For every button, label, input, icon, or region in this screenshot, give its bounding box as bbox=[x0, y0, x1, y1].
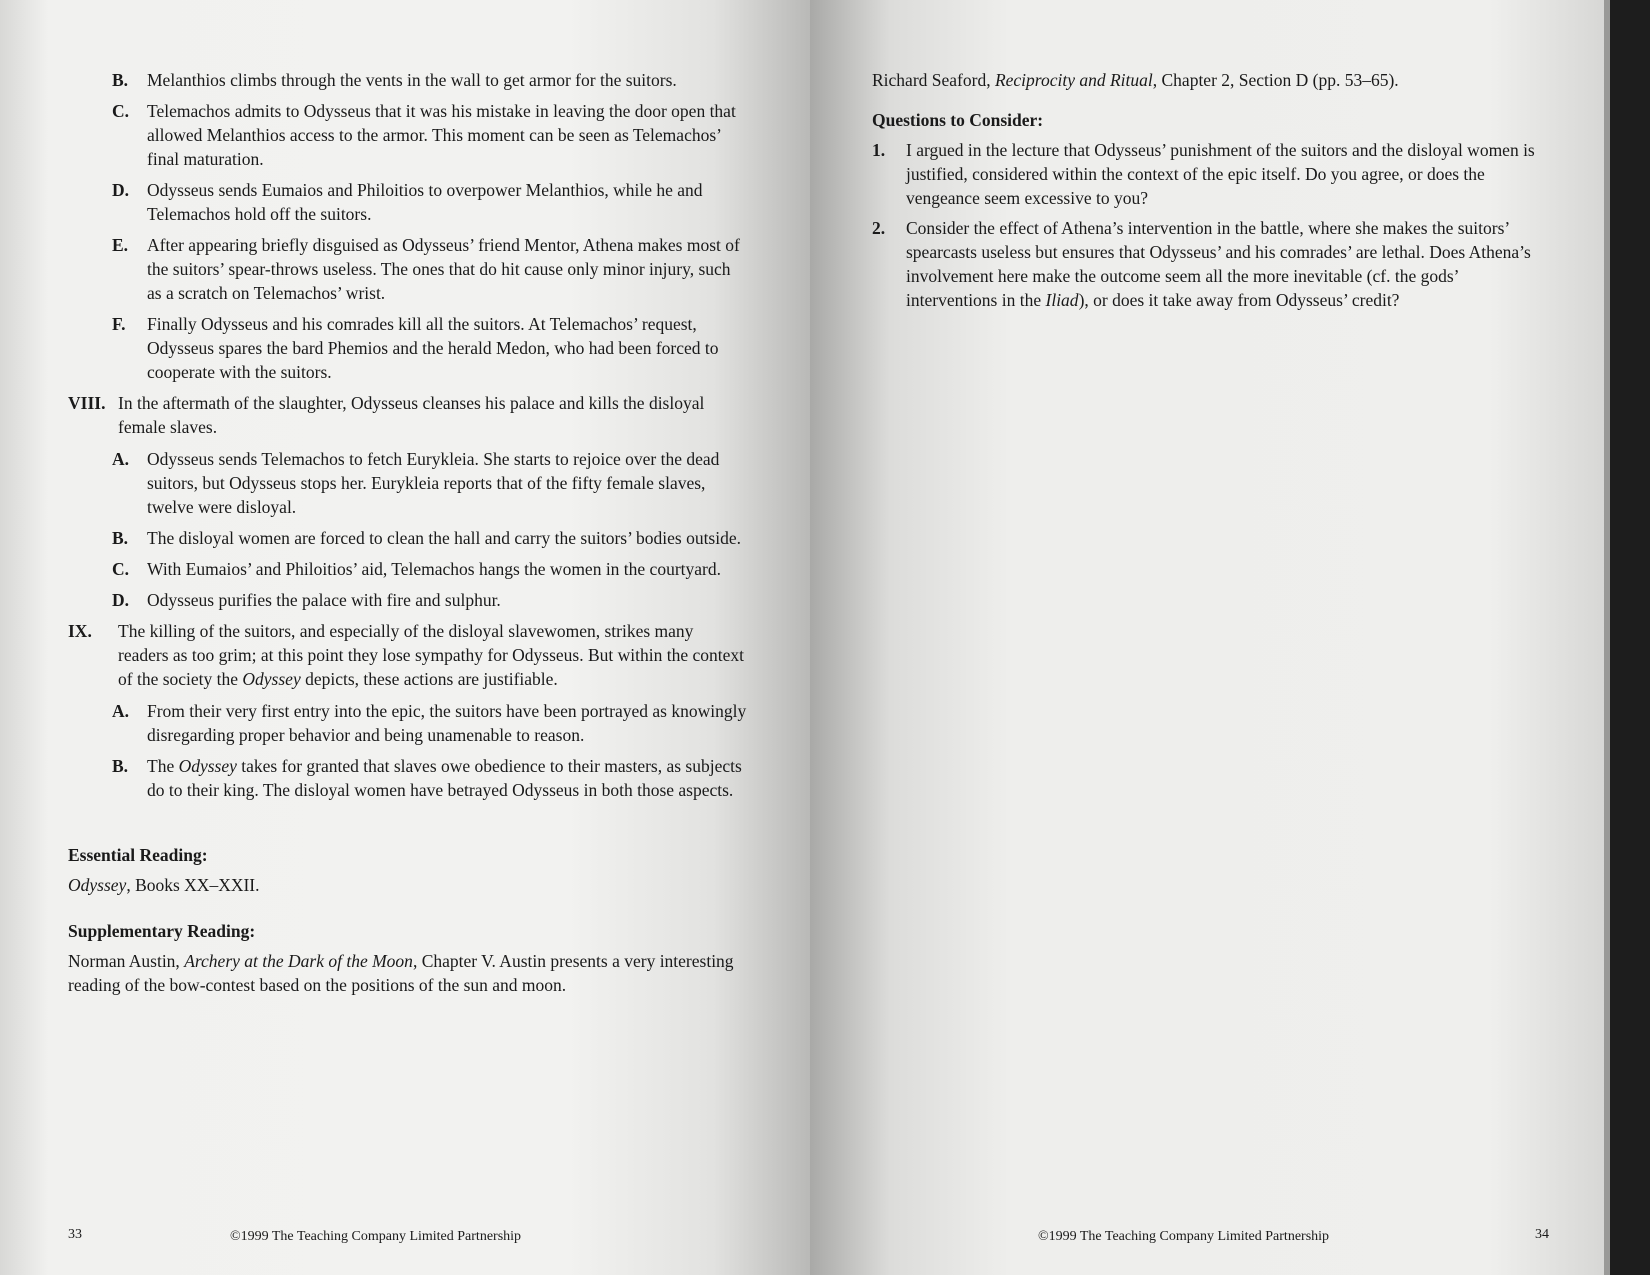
item-marker: D. bbox=[112, 180, 130, 200]
title-italic: Archery at the Dark of the Moon bbox=[184, 951, 413, 971]
list-item bbox=[68, 557, 748, 581]
title-italic: Odyssey bbox=[178, 756, 237, 776]
scanner-border bbox=[1610, 0, 1650, 1275]
item-text: After appearing briefly disguised as Odysseus’ friend Mentor, Athena makes most of the suitors’ spear-throws useless. The ones that do hit cause only minor injury, such as a scratch on Telemachos’ wrist. bbox=[147, 235, 740, 303]
item-text: The disloyal women are forced to clean the hall and carry the suitors’ bodies outside. bbox=[147, 528, 741, 548]
list-item bbox=[68, 754, 748, 802]
right-page bbox=[810, 0, 1610, 1275]
list-item bbox=[68, 312, 748, 384]
item-text: From their very first entry into the epic, the suitors have been portrayed as knowingly disregarding proper behavior and being unamenable to reason. bbox=[147, 701, 747, 745]
item-marker: F. bbox=[112, 314, 126, 334]
left-page-content bbox=[68, 68, 748, 997]
item-text: takes for granted that slaves owe obedience to their masters, as subjects do to their king. The disloyal women have betrayed Odysseus in both those aspects. bbox=[147, 756, 742, 800]
item-text: With Eumaios’ and Philoitios’ aid, Telemachos hangs the women in the courtyard. bbox=[147, 559, 721, 579]
essential-reading-heading: Essential Reading: bbox=[68, 845, 208, 865]
page-number: 34 bbox=[1535, 1227, 1549, 1242]
section-ix bbox=[68, 619, 748, 691]
list-item bbox=[68, 699, 748, 747]
list-item bbox=[68, 68, 748, 92]
page-footer: ©1999 The Teaching Company Limited Partnership bbox=[230, 1229, 522, 1244]
item-text: Odysseus sends Telemachos to fetch Eurykleia. She starts to rejoice over the dead suitors, but Odysseus stops her. Eurykleia reports that of the fifty female slaves, twelve were disloyal. bbox=[147, 449, 720, 517]
title-italic: Iliad bbox=[1045, 290, 1079, 310]
title-italic: Odyssey bbox=[68, 875, 127, 895]
supplementary-reading-heading: Supplementary Reading: bbox=[68, 921, 256, 941]
reading-text: Richard Seaford, bbox=[872, 70, 995, 90]
section-text: depicts, these actions are justifiable. bbox=[300, 669, 558, 689]
right-page-content bbox=[872, 68, 1542, 318]
item-marker: C. bbox=[112, 101, 130, 121]
item-text: The bbox=[147, 756, 179, 776]
item-marker: B. bbox=[112, 756, 129, 776]
item-text: Odysseus purifies the palace with fire and sulphur. bbox=[147, 590, 501, 610]
item-marker: E. bbox=[112, 235, 129, 255]
section-text: In the aftermath of the slaughter, Odysseus cleanses his palace and kills the disloyal female slaves. bbox=[118, 393, 705, 437]
item-text: Telemachos admits to Odysseus that it was his mistake in leaving the door open that allowed Melanthios access to the armor. This moment can be seen as Telemachos’ final maturation. bbox=[147, 101, 736, 169]
item-marker: C. bbox=[112, 559, 130, 579]
section-viii bbox=[68, 391, 748, 439]
question-item bbox=[872, 138, 1542, 210]
reading-text: , Books XX–XXII. bbox=[126, 875, 260, 895]
reference-entry bbox=[872, 68, 1542, 92]
question-number: 1. bbox=[872, 140, 886, 160]
item-marker: A. bbox=[112, 701, 130, 721]
left-page bbox=[0, 0, 810, 1275]
question-number: 2. bbox=[872, 218, 886, 238]
question-text: Consider the effect of Athena’s intervention in the battle, where she makes the suitors’ spearcasts useless but ensures that Odysseus’ and his comrades’ are lethal. Does Athena’s involvement here make the outcome seem all the more inevitable (cf. the gods’ interventions in the bbox=[906, 218, 1531, 310]
reading-text: , Chapter V. Austin presents a very interesting reading of the bow-contest based on the positions of the sun and moon. bbox=[68, 951, 734, 995]
list-item bbox=[68, 178, 748, 226]
page-number: 33 bbox=[68, 1227, 82, 1242]
item-text: Odysseus sends Eumaios and Philoitios to overpower Melanthios, while he and Telemachos hold off the suitors. bbox=[147, 180, 703, 224]
essential-reading-text bbox=[68, 873, 748, 897]
section-text: The killing of the suitors, and especially of the disloyal slavewomen, strikes many readers as too grim; at this point they lose sympathy for Odysseus. But within the context of the society the bbox=[118, 621, 745, 689]
list-item bbox=[68, 447, 748, 519]
list-item bbox=[68, 588, 748, 612]
question-item bbox=[872, 216, 1542, 312]
title-italic: Odyssey bbox=[242, 669, 301, 689]
reading-text: , Chapter 2, Section D (pp. 53–65). bbox=[1152, 70, 1399, 90]
section-marker: IX. bbox=[68, 621, 92, 641]
list-item bbox=[68, 233, 748, 305]
question-text: I argued in the lecture that Odysseus’ punishment of the suitors and the disloyal women is justified, considered within the context of the epic itself. Do you agree, or does the vengeance seem excessive to you? bbox=[906, 140, 1535, 208]
list-item bbox=[68, 99, 748, 171]
questions-heading: Questions to Consider: bbox=[872, 110, 1044, 130]
item-marker: A. bbox=[112, 449, 130, 469]
item-marker: B. bbox=[112, 70, 129, 90]
supplementary-reading-text bbox=[68, 949, 748, 997]
page-footer: ©1999 The Teaching Company Limited Partnership bbox=[1038, 1229, 1330, 1244]
list-item bbox=[68, 526, 748, 550]
item-text: Melanthios climbs through the vents in the wall to get armor for the suitors. bbox=[147, 70, 677, 90]
item-text: Finally Odysseus and his comrades kill all the suitors. At Telemachos’ request, Odysseus spares the bard Phemios and the herald Medon, who had been forced to cooperate with the suitors. bbox=[147, 314, 719, 382]
reading-text: Norman Austin, bbox=[68, 951, 185, 971]
section-marker: VIII. bbox=[68, 393, 106, 413]
question-text: ), or does it take away from Odysseus’ credit? bbox=[1078, 290, 1400, 310]
item-marker: B. bbox=[112, 528, 129, 548]
title-italic: Reciprocity and Ritual bbox=[994, 70, 1153, 90]
item-marker: D. bbox=[112, 590, 130, 610]
